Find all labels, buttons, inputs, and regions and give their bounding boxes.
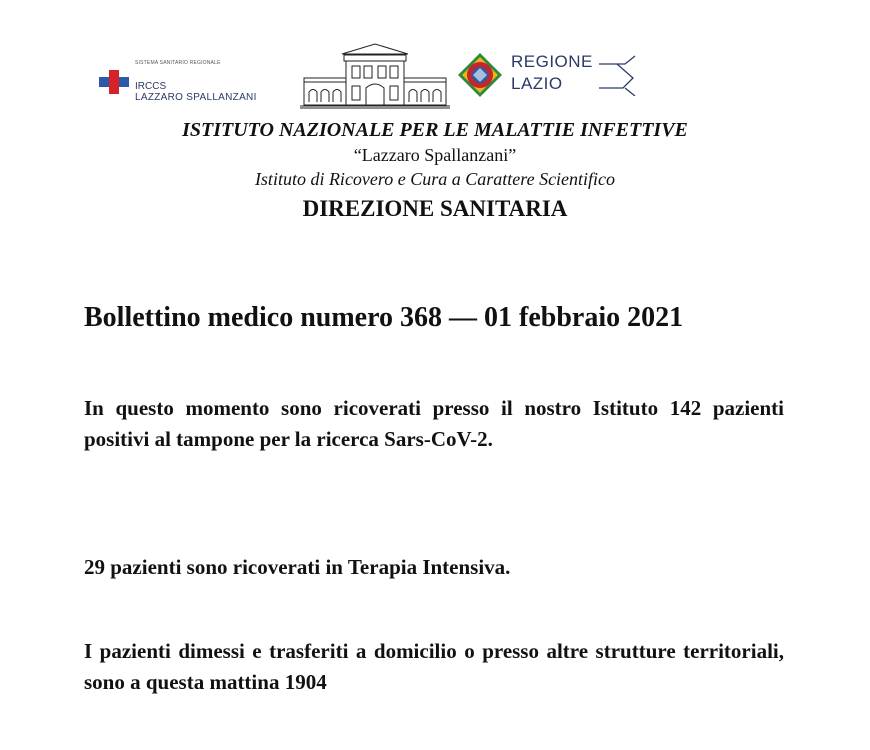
institute-header [0, 117, 870, 225]
bulletin-paragraph-discharged: I pazienti dimessi e trasferiti a domicilio o presso altre strutture territoriali, sono a questa mattina 1904 [84, 639, 784, 694]
irccs-caption: SISTEMA SANITARIO REGIONALE [135, 60, 221, 66]
bulletin-title: Bollettino medico numero 368 — 01 febbraio 2021 [84, 302, 684, 333]
institute-name: “Lazzaro Spallanzani” [353, 145, 517, 165]
institute-subtitle: Istituto di Ricovero e Cura a Carattere Scientifico [254, 169, 616, 189]
bulletin-paragraph-hospitalized: In questo momento sono ricoverati presso il nostro Istituto 142 pazienti positivi al tampone per la ricerca Sars-CoV-2. [84, 396, 784, 451]
irccs-label: IRCCS [135, 81, 167, 92]
regione-lazio-emblem-icon [457, 52, 503, 98]
institute-title: ISTITUTO NAZIONALE PER LE MALATTIE INFETTIVE [182, 119, 688, 141]
logo-bar [0, 40, 870, 110]
regione-lazio-logo [457, 48, 657, 108]
regione-lazio-chevron-icon [597, 52, 639, 96]
lazio-label: LAZIO [511, 74, 563, 93]
regione-label: REGIONE [511, 52, 593, 71]
irccs-spallanzani-logo [95, 54, 290, 103]
institute-building-logo [300, 42, 450, 110]
medical-cross-icon [99, 70, 129, 94]
spallanzani-label: LAZZARO SPALLANZANI [135, 92, 257, 103]
bulletin-paragraph-intensive-care: 29 pazienti sono ricoverati in Terapia Intensiva. [84, 555, 511, 579]
direction-heading: DIREZIONE SANITARIA [302, 196, 568, 221]
